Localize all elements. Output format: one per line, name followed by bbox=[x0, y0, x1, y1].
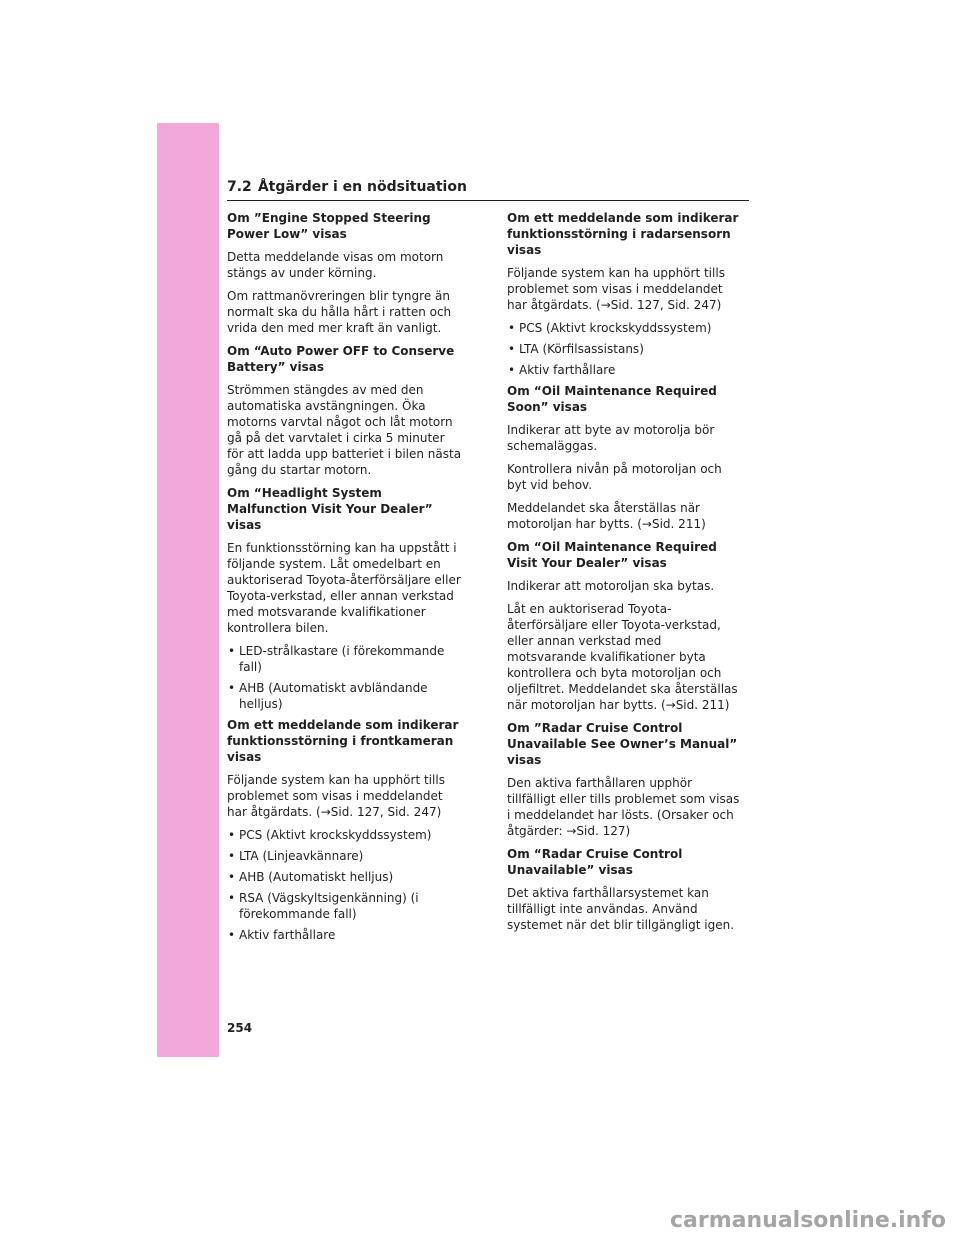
list-item: • AHB (Automatiskt helljus) bbox=[227, 869, 463, 885]
list-item: • LTA (Linjeavkännare) bbox=[227, 848, 463, 864]
paragraph: Låt en auktoriserad Toyota-återförsäljare eller Toyota-verkstad, eller annan verkstad med motsvarande kvalifikationer byta kontrollera och byta motoroljan och oljefiltret. Meddelandet ska återställas när motoroljan har bytts. (→Sid. 211) bbox=[507, 602, 738, 712]
paragraph: Följande system kan ha upphört tills problemet som visas i meddelandet har åtgärdats. (→Sid. 127, Sid. 247) bbox=[507, 266, 725, 312]
section-number: 7.2 bbox=[227, 179, 252, 195]
bullet-list bbox=[227, 643, 463, 712]
watermark: carmanualsonline.info bbox=[670, 1208, 946, 1233]
paragraph: En funktionsstörning kan ha uppstått i följande system. Låt omedelbart en auktoriserad Toyota-återförsäljare eller Toyota-verkstad, eller annan verkstad med motsvarande kvalifikationer kontrollera bilen. bbox=[227, 541, 461, 635]
heading-radar-see-manual: Om ”Radar Cruise Control Unavailable See Owner’s Manual” visas bbox=[507, 721, 738, 767]
list-item: • Aktiv farthållare bbox=[507, 362, 743, 378]
page-number: 254 bbox=[227, 1021, 253, 1035]
list-item: • PCS (Aktivt krockskyddssystem) bbox=[227, 827, 463, 843]
list-item: • AHB (Automatiskt avbländande helljus) bbox=[227, 680, 463, 712]
chapter-tab-band bbox=[157, 123, 219, 1057]
paragraph: Följande system kan ha upphört tills problemet som visas i meddelandet har åtgärdats. (→Sid. 127, Sid. 247) bbox=[227, 773, 445, 819]
paragraph: Den aktiva farthållaren upphör tillfälligt eller tills problemet som visas i meddelandet har lösts. (Orsaker och åtgärder: →Sid. 127) bbox=[507, 776, 740, 838]
list-item: • LED-strålkastare (i förekommande fall) bbox=[227, 643, 463, 675]
paragraph: Indikerar att motoroljan ska bytas. bbox=[507, 579, 715, 593]
paragraph: Meddelandet ska återställas när motoroljan har bytts. (→Sid. 211) bbox=[507, 501, 706, 531]
left-column bbox=[227, 210, 463, 948]
list-item: • PCS (Aktivt krockskyddssystem) bbox=[507, 320, 743, 336]
heading-auto-power-off: Om “Auto Power OFF to Conserve Battery” visas bbox=[227, 344, 455, 374]
bullet-list bbox=[507, 320, 743, 378]
list-item: • LTA (Körfilsassistans) bbox=[507, 341, 743, 357]
heading-front-camera: Om ett meddelande som indikerar funktionsstörning i frontkameran visas bbox=[227, 718, 459, 764]
paragraph: Strömmen stängdes av med den automatiska avstängningen. Öka motorns varvtal något och låt motorn gå på det varvtalet i cirka 5 minuter för att ladda upp batteriet i bilen nästa gång du startar motorn. bbox=[227, 383, 462, 477]
section-title: Åtgärder i en nödsituation bbox=[257, 179, 467, 195]
heading-oil-visit-dealer: Om “Oil Maintenance Required Visit Your Dealer” visas bbox=[507, 540, 717, 570]
paragraph: Om rattmanövreringen blir tyngre än normalt ska du hålla hårt i ratten och vrida den med mer kraft än vanligt. bbox=[227, 289, 452, 335]
right-column bbox=[507, 210, 743, 940]
heading-radar-sensor: Om ett meddelande som indikerar funktionsstörning i radarsensorn visas bbox=[507, 211, 739, 257]
bullet-list bbox=[227, 827, 463, 943]
heading-headlight-malfunction: Om “Headlight System Malfunction Visit Your Dealer” visas bbox=[227, 486, 433, 532]
paragraph: Kontrollera nivån på motoroljan och byt vid behov. bbox=[507, 462, 722, 492]
heading-radar-unavailable: Om “Radar Cruise Control Unavailable” visas bbox=[507, 847, 683, 877]
paragraph: Detta meddelande visas om motorn stängs av under körning. bbox=[227, 250, 444, 280]
paragraph: Indikerar att byte av motorolja bör schemaläggas. bbox=[507, 423, 715, 453]
heading-engine-stopped: Om ”Engine Stopped Steering Power Low” visas bbox=[227, 211, 431, 241]
list-item: • Aktiv farthållare bbox=[227, 927, 463, 943]
section-header bbox=[227, 178, 749, 201]
heading-oil-required-soon: Om “Oil Maintenance Required Soon” visas bbox=[507, 384, 717, 414]
list-item: • RSA (Vägskyltsigenkänning) (i förekommande fall) bbox=[227, 890, 463, 922]
paragraph: Det aktiva farthållarsystemet kan tillfälligt inte användas. Använd systemet när det blir tillgängligt igen. bbox=[507, 886, 735, 932]
